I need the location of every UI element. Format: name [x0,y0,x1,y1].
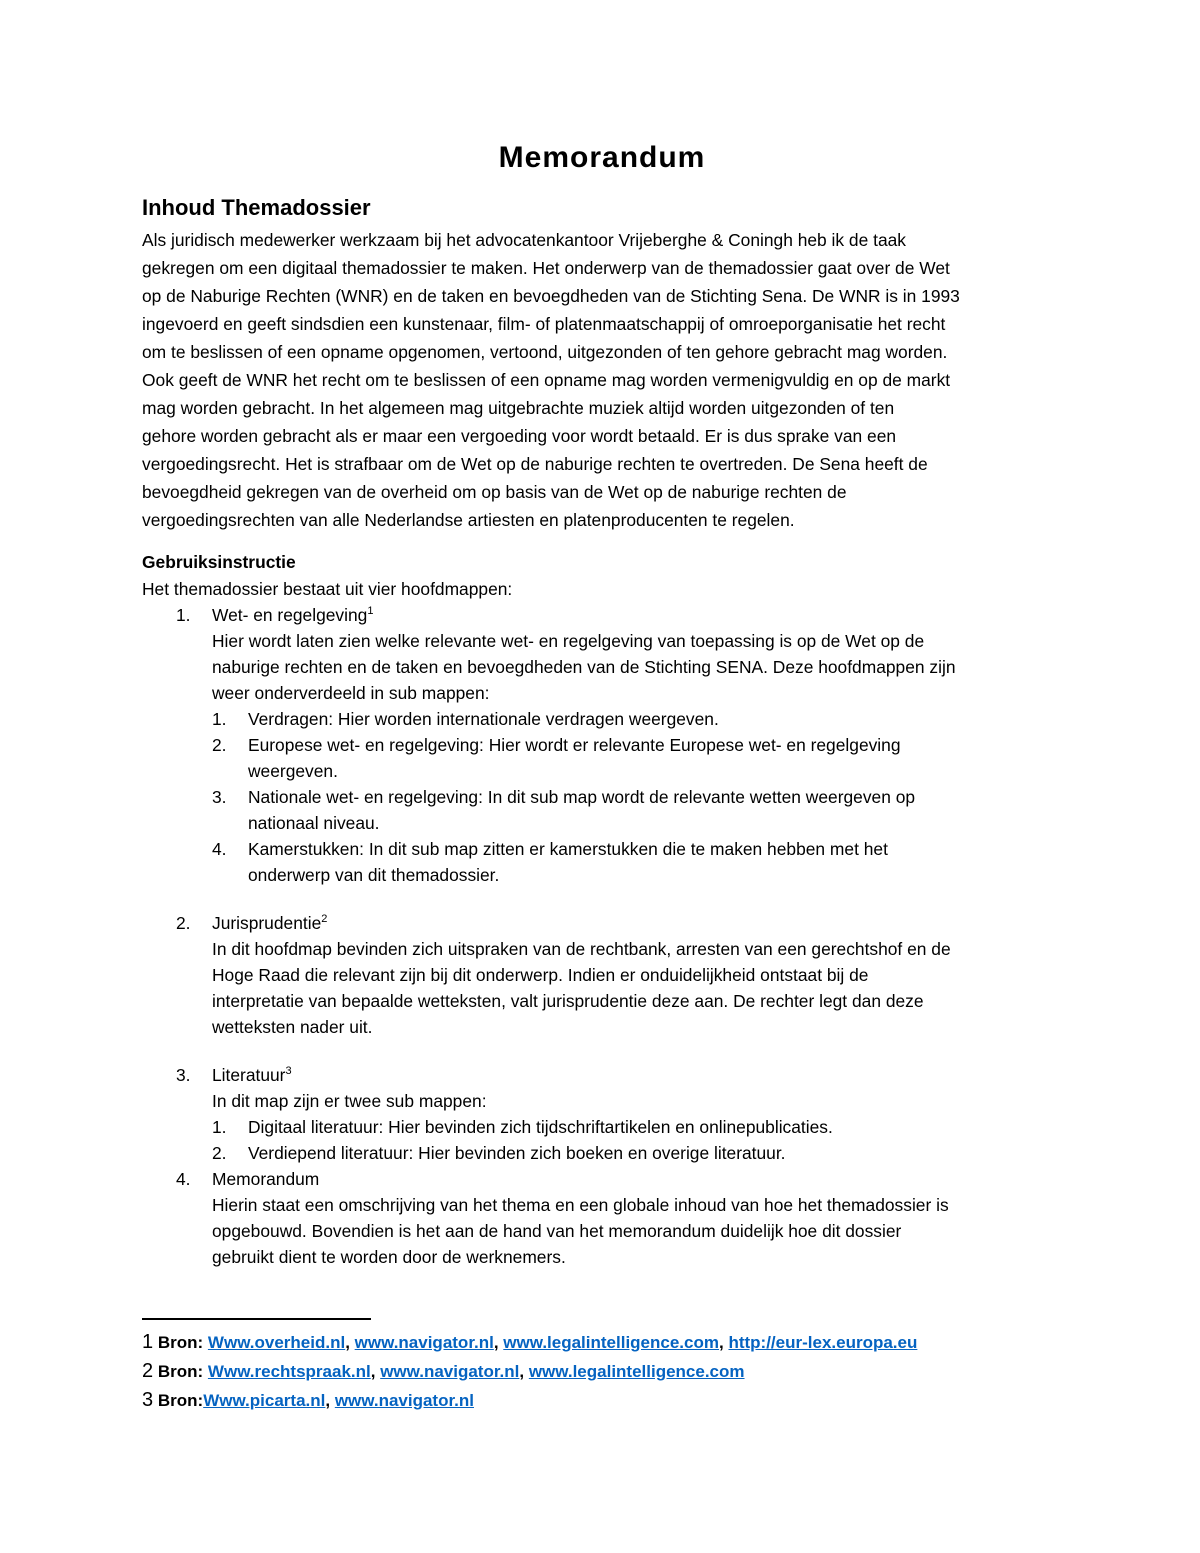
subfolder-item [212,836,1062,888]
subitem-number: 1. [212,1117,227,1137]
item-number: 2. [176,913,191,933]
page-title: Memorandum [498,141,706,174]
footnote: 3 Bron:Www.picarta.nl, www.navigator.nl [142,1389,474,1411]
item-title: Jurisprudentie [212,913,322,933]
subitem-text: onderwerp van dit themadossier. [248,865,500,885]
footnote-label: Bron: [157,1391,204,1410]
intro-line: Als juridisch medewerker werkzaam bij het advocatenkantoor Vrijeberghe & Coningh heb ik de taak [142,230,906,250]
subfolder-item [212,706,1062,732]
instructions-heading: Gebruiksinstructie [142,552,296,572]
footnotes [142,1328,1062,1415]
footnote-ref[interactable]: 1 [367,605,374,618]
intro-line: vergoedingsrecht. Het is strafbaar om de Wet op de naburige rechten te overtreden. De Sena heeft de [142,454,928,474]
folder-item [142,1062,1062,1166]
subitem-text: Digitaal literatuur: Hier bevinden zich tijdschriftartikelen en onlinepublicaties. [248,1117,833,1137]
source-link[interactable]: Www.rechtspraak.nl [207,1362,371,1381]
intro-line: gekregen om een digitaal themadossier te maken. Het onderwerp van de themadossier gaat over de Wet [142,258,950,278]
intro-line: gehore worden gebracht als er maar een vergoeding voor wordt betaald. Er is dus sprake van een [142,426,897,446]
folder-list [142,602,1062,1270]
item-text: gebruikt dient te worden door de werknemers. [212,1247,566,1267]
footnote-separator [142,1318,371,1320]
footnote: 1 Bron: Www.overheid.nl, www.navigator.nl, www.legalintelligence.com, http://eur-lex.europa.eu [142,1331,918,1353]
subfolder-item [212,1114,1062,1140]
item-text: Hier wordt laten zien welke relevante wet- en regelgeving van toepassing is op de Wet op de [212,631,925,651]
item-title: Literatuur [212,1065,286,1085]
subitem-number: 2. [212,735,227,755]
subitem-number: 1. [212,709,227,729]
footnote-number: 2 [142,1360,154,1382]
footnote-ref[interactable]: 3 [285,1065,292,1078]
item-number: 3. [176,1065,191,1085]
subfolder-item [212,784,1062,836]
source-link[interactable]: Www.picarta.nl [203,1391,326,1410]
intro-line: op de Naburige Rechten (WNR) en de taken en bevoegdheden van de Stichting Sena. De WNR is in 1993 [142,286,960,306]
source-link[interactable]: www.navigator.nl [334,1391,474,1410]
item-text: In dit hoofdmap bevinden zich uitspraken van de rechtbank, arresten van een gerechtshof en de [212,939,951,959]
subitem-text: nationaal niveau. [248,813,380,833]
item-number: 4. [176,1169,191,1189]
folder-item [142,910,1062,1040]
subitem-text: Verdiepend literatuur: Hier bevinden zich boeken en overige literatuur. [248,1143,786,1163]
source-link[interactable]: http://eur-lex.europa.eu [728,1333,918,1352]
subfolder-item [212,732,1062,784]
footnote-label: Bron: [157,1362,204,1381]
item-text: Hierin staat een omschrijving van het thema en een globale inhoud van hoe het themadossier is [212,1195,949,1215]
folder-item [142,1166,1062,1270]
intro-line: mag worden gebracht. In het algemeen mag uitgebrachte muziek altijd worden uitgezonden of ten [142,398,895,418]
subitem-text: Kamerstukken: In dit sub map zitten er kamerstukken die te maken hebben met het [248,839,888,859]
source-link[interactable]: www.legalintelligence.com [503,1333,719,1352]
subitem-text: Verdragen: Hier worden internationale verdragen weergeven. [248,709,719,729]
item-text: naburige rechten en de taken en bevoegdheden van de Stichting SENA. Deze hoofdmappen zijn [212,657,956,677]
subitem-number: 2. [212,1143,227,1163]
item-number: 1. [176,605,191,625]
document-body [142,136,1062,1270]
footnote-number: 3 [142,1389,154,1411]
item-text: interpretatie van bepaalde wetteksten, valt jurisprudentie deze aan. De rechter legt dan deze [212,991,924,1011]
subitem-text: weergeven. [248,761,338,781]
footnote-label: Bron: [157,1333,204,1352]
footnote-number: 1 [142,1331,154,1353]
item-text: In dit map zijn er twee sub mappen: [212,1091,487,1111]
subitem-text: Europese wet- en regelgeving: Hier wordt er relevante Europese wet- en regelgeving [248,735,901,755]
subfolder-list [212,706,1062,888]
subitem-number: 3. [212,787,227,807]
source-link[interactable]: www.navigator.nl [354,1333,494,1352]
item-text: wetteksten nader uit. [212,1017,373,1037]
intro-line: vergoedingsrechten van alle Nederlandse artiesten en platenproducenten te regelen. [142,510,795,530]
subfolder-item [212,1140,1062,1166]
source-link[interactable]: www.legalintelligence.com [528,1362,745,1381]
item-title: Wet- en regelgeving [212,605,368,625]
footnote: 2 Bron: Www.rechtspraak.nl, www.navigator.nl, www.legalintelligence.com [142,1360,745,1382]
intro-line: om te beslissen of een opname opgenomen, vertoond, uitgezonden of ten gehore gebracht mag worden. [142,342,948,362]
item-text: weer onderverdeeld in sub mappen: [212,683,490,703]
subitem-text: Nationale wet- en regelgeving: In dit sub map wordt de relevante wetten weergeven op [248,787,916,807]
item-text: Hoge Raad die relevant zijn bij dit onderwerp. Indien er onduidelijkheid ontstaat bij de [212,965,869,985]
intro-line: Ook geeft de WNR het recht om te beslissen of een opname mag worden vermenigvuldig en op de markt [142,370,951,390]
subfolder-list [212,1114,1062,1166]
instructions-lead: Het themadossier bestaat uit vier hoofdmappen: [142,579,513,599]
item-title: Memorandum [212,1169,320,1189]
section-heading: Inhoud Themadossier [142,195,371,220]
intro-paragraph [142,226,1062,534]
subitem-number: 4. [212,839,227,859]
intro-line: ingevoerd en geeft sindsdien een kunstenaar, film- of platenmaatschappij of omroeporganisatie het recht [142,314,946,334]
intro-line: bevoegdheid gekregen van de overheid om op basis van de Wet op de naburige rechten de [142,482,847,502]
source-link[interactable]: www.navigator.nl [380,1362,520,1381]
source-link[interactable]: Www.overheid.nl [207,1333,346,1352]
footnote-ref[interactable]: 2 [321,913,328,926]
folder-item [142,602,1062,888]
item-text: opgebouwd. Bovendien is het aan de hand van het memorandum duidelijk hoe dit dossier [212,1221,902,1241]
